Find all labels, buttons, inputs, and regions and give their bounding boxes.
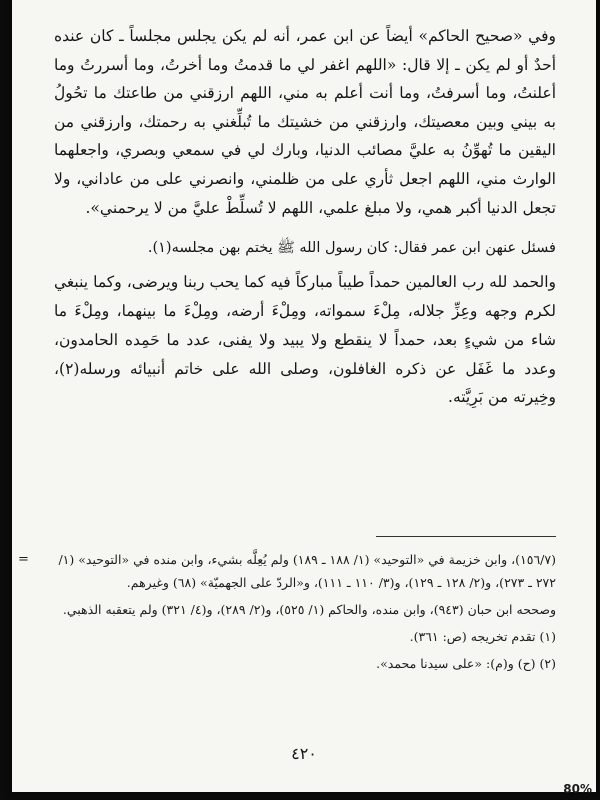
paragraph-hakim-hadith: وفي «صحيح الحاكم» أيضاً عن ابن عمر، أنه لم يكن يجلس مجلساً ـ كان عنده أحدٌ أو لم يكن ـ إلا قال: «اللهم اغفر لي ما قدمتُ وما أخرتُ، وما أسررتُ وما أعلنتُ، وما أسرفتُ، وما أنت أعلم به مني، اللهم ارزقني من طاعتك ما تحُولُ به بيني وبين معصيتك، وارزقني من خشيتك ما تُبلِّغني به رحمتك، وارزقني من اليقين ما تُهوِّنُ به عليَّ مصائب الدنيا، وبارك لي في سمعي وبصري، واجعلهما الوارث مني، اللهم اجعل ثأري على من ظلمني، وانصرني على من عاداني، ولا تجعل الدنيا أكبر همي، ولا مبلغ علمي، اللهم لا تُسلِّطْ عليَّ من لا يرحمني». (54, 27, 556, 217)
page-number: ٤٢٠ (291, 744, 317, 763)
continuation-mark: = (18, 552, 29, 567)
footnotes (18, 548, 556, 675)
footnote-2: (٢) (ح) و(م): «على سيدنا محمد». (376, 656, 556, 671)
paragraph-hamd: والحمد لله رب العالمين حمداً طيباً مباركاً فيه كما يحب ربنا ويرضى، وكما ينبغي لكرم وجهه وعِزِّ جلاله، مِلْءَ سمواته، ومِلْءَ أرضه، ومِلْءَ ما بينهما، ومِلْءَ ما شاء من شيءٍ بعد، حمداً لا ينقطع ولا يبيد ولا يفنى، عدد ما حَمِده الحامدون، وعدد ما غَفَل عن ذكره الغافلون، وصلى الله على خاتم أنبيائه ورسله(٢)، وخِيرته من بَرِيَّته. (54, 273, 556, 407)
footnote-separator (376, 536, 556, 537)
book-page (12, 0, 596, 792)
footnote-1: (١) تقدم تخريجه (ص: ٣٦١). (409, 629, 556, 644)
main-text (54, 22, 556, 412)
footnote-continuation: (١٥٦/٧)، وابن خزيمة في «التوحيد» (١/ ١٨٨ ـ ١٨٩) ولم يُعِلَّه بشيء، وابن منده في «التوحيد» (١/ ٢٧٢ ـ ٢٧٣)، و(٢/ ١٢٨ ـ ١٢٩)، و(٣/ ١١٠ ـ ١١١)، و«الردّ على الجهميّة» (٦٨) وغيرهم. (58, 552, 556, 590)
zoom-indicator: 80% (563, 782, 592, 796)
footnote-continuation-2: وصححه ابن حبان (٩٤٣)، وابن منده، والحاكم (١/ ٥٢٥)، و(٢/ ٢٨٩)، و(٤/ ٣٢١) ولم يتعقبه الذهبي. (62, 602, 556, 617)
paragraph-ibn-umar-answer: فسئل عنهن ابن عمر فقال: كان رسول الله ﷺ يختم بهن مجلسه(١). (147, 240, 556, 257)
